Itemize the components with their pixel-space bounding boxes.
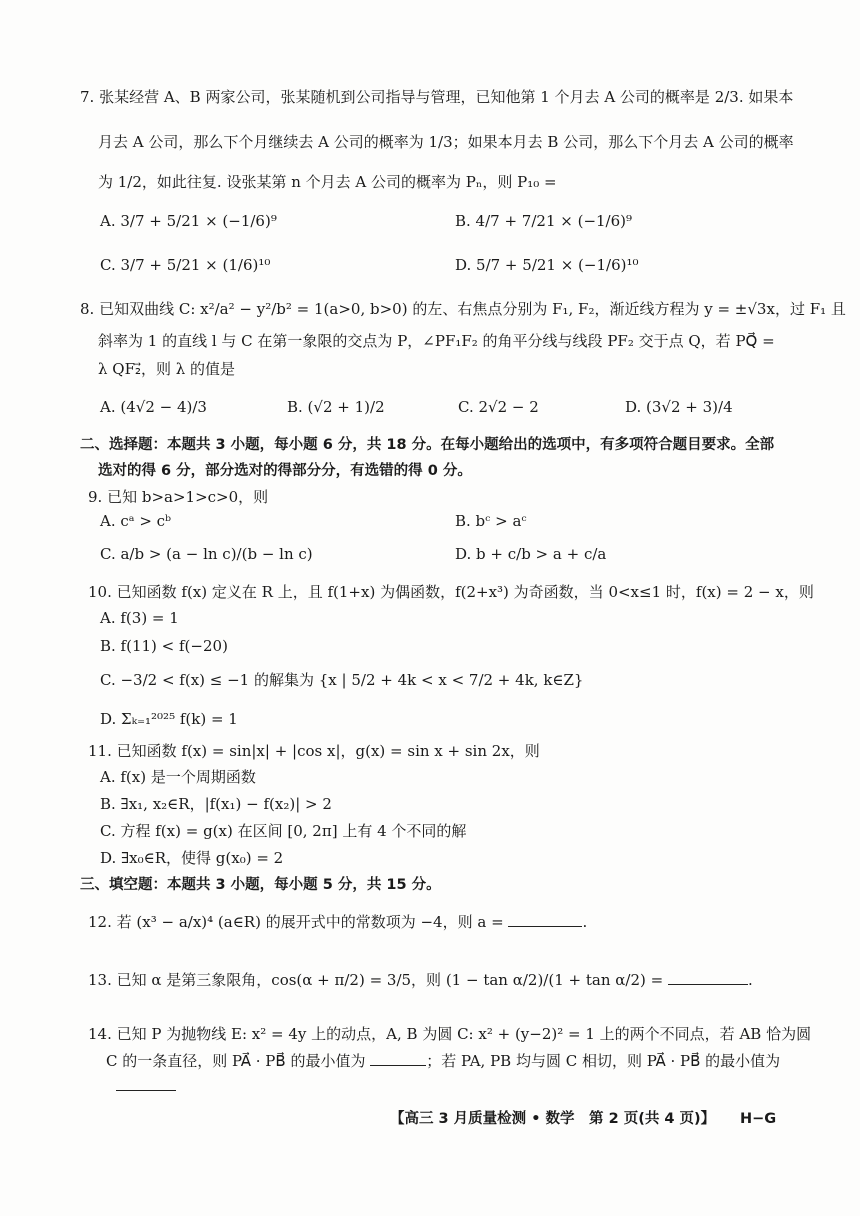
q14-answer-blank-2[interactable] [116, 1076, 176, 1091]
q12-line [88, 912, 587, 932]
q7-line-2: 月去 A 公司，那么下个月继续去 A 公司的概率为 1/3；如果本月去 B 公司，那么下个月去 A 公司的概率 [98, 133, 794, 151]
q8-option-a: A. (4√2 − 4)/3 [100, 398, 207, 416]
q9-stem: 9. 已知 b>a>1>c>0，则 [88, 488, 269, 506]
q10-option-b: B. f(11) < f(−20) [100, 637, 228, 655]
q10-option-a: A. f(3) = 1 [100, 609, 179, 627]
q11-option-d: D. ∃x₀∈R，使得 g(x₀) = 2 [100, 849, 284, 867]
q14-line-2 [106, 1051, 780, 1071]
q8-option-d: D. (3√2 + 3)/4 [625, 398, 733, 416]
q9-option-d: D. b + c/b > a + c/a [455, 545, 607, 563]
q7-line-3: 为 1/2，如此往复. 设张某第 n 个月去 A 公司的概率为 Pₙ，则 P₁₀ = [98, 173, 557, 191]
section-3-heading: 三、填空题：本题共 3 小题，每小题 5 分，共 15 分。 [80, 877, 441, 893]
q7-option-c: C. 3/7 + 5/21 × (1/6)¹⁰ [100, 256, 271, 274]
q13-answer-blank[interactable] [668, 970, 748, 985]
q8-option-c: C. 2√2 − 2 [458, 398, 539, 416]
q11-option-a: A. f(x) 是一个周期函数 [100, 768, 256, 786]
q14-text-b: ；若 PA, PB 均与圆 C 相切，则 PA⃗ · PB⃗ 的最小值为 [426, 1052, 781, 1070]
q7-line-1: 7. 张某经营 A、B 两家公司，张某随机到公司指导与管理，已知他第 1 个月去 A 公司的概率是 2/3. 如果本 [80, 88, 794, 106]
footer-page-info: 【高三 3 月质量检测 • 数学 第 2 页(共 4 页)】 [390, 1111, 716, 1127]
q12-text: 12. 若 (x³ − a/x)⁴ (a∈R) 的展开式中的常数项为 −4，则 a = [88, 913, 504, 931]
q14-answer-blank-1[interactable] [370, 1051, 426, 1066]
q7-option-b: B. 4/7 + 7/21 × (−1/6)⁹ [455, 212, 633, 230]
q9-option-a: A. cᵃ > cᵇ [100, 512, 172, 530]
q10-stem: 10. 已知函数 f(x) 定义在 R 上，且 f(1+x) 为偶函数，f(2+x³) 为奇函数，当 0<x≤1 时，f(x) = 2 − x，则 [88, 583, 814, 601]
q12-answer-blank[interactable] [508, 912, 582, 927]
section-2-heading-cont: 选对的得 6 分，部分选对的得部分分，有选错的得 0 分。 [98, 463, 472, 479]
q13-text: 13. 已知 α 是第三象限角，cos(α + π/2) = 3/5，则 (1 − tan α/2)/(1 + tan α/2) = [88, 971, 664, 989]
q8-line-3: λ QF₂⃗，则 λ 的值是 [98, 360, 236, 378]
section-2-heading: 二、选择题：本题共 3 小题，每小题 6 分，共 18 分。在每小题给出的选项中，有多项符合题目要求。全部 [80, 437, 775, 453]
q7-option-d: D. 5/7 + 5/21 × (−1/6)¹⁰ [455, 256, 639, 274]
q10-option-d: D. Σₖ₌₁²⁰²⁵ f(k) = 1 [100, 710, 238, 728]
footer-code: H−G [740, 1111, 777, 1127]
q14-line-3 [116, 1076, 176, 1096]
q13-period: . [747, 971, 753, 989]
q8-line-2: 斜率为 1 的直线 l 与 C 在第一象限的交点为 P，∠PF₁F₂ 的角平分线与线段 PF₂ 交于点 Q，若 PQ⃗ = [98, 332, 775, 350]
q11-option-c: C. 方程 f(x) = g(x) 在区间 [0, 2π] 上有 4 个不同的解 [100, 822, 467, 840]
q11-option-b: B. ∃x₁, x₂∈R，|f(x₁) − f(x₂)| > 2 [100, 795, 332, 813]
q9-option-c: C. a/b > (a − ln c)/(b − ln c) [100, 545, 313, 563]
q7-option-a: A. 3/7 + 5/21 × (−1/6)⁹ [100, 212, 277, 230]
q10-option-c: C. −3/2 < f(x) ≤ −1 的解集为 {x | 5/2 + 4k < x < 7/2 + 4k, k∈Z} [100, 671, 584, 689]
q14-line-1: 14. 已知 P 为抛物线 E: x² = 4y 上的动点，A, B 为圆 C: x² + (y−2)² = 1 上的两个不同点，若 AB 恰为圆 [88, 1025, 812, 1043]
q9-option-b: B. bᶜ > aᶜ [455, 512, 527, 530]
q14-text-a: C 的一条直径，则 PA⃗ · PB⃗ 的最小值为 [106, 1052, 366, 1070]
q13-line [88, 970, 753, 990]
q11-stem: 11. 已知函数 f(x) = sin|x| + |cos x|，g(x) = sin x + sin 2x，则 [88, 742, 540, 760]
q12-period: . [582, 913, 588, 931]
q8-line-1: 8. 已知双曲线 C: x²/a² − y²/b² = 1(a>0, b>0) 的左、右焦点分别为 F₁, F₂，渐近线方程为 y = ±√3x，过 F₁ 且 [80, 300, 846, 318]
q8-option-b: B. (√2 + 1)/2 [287, 398, 385, 416]
